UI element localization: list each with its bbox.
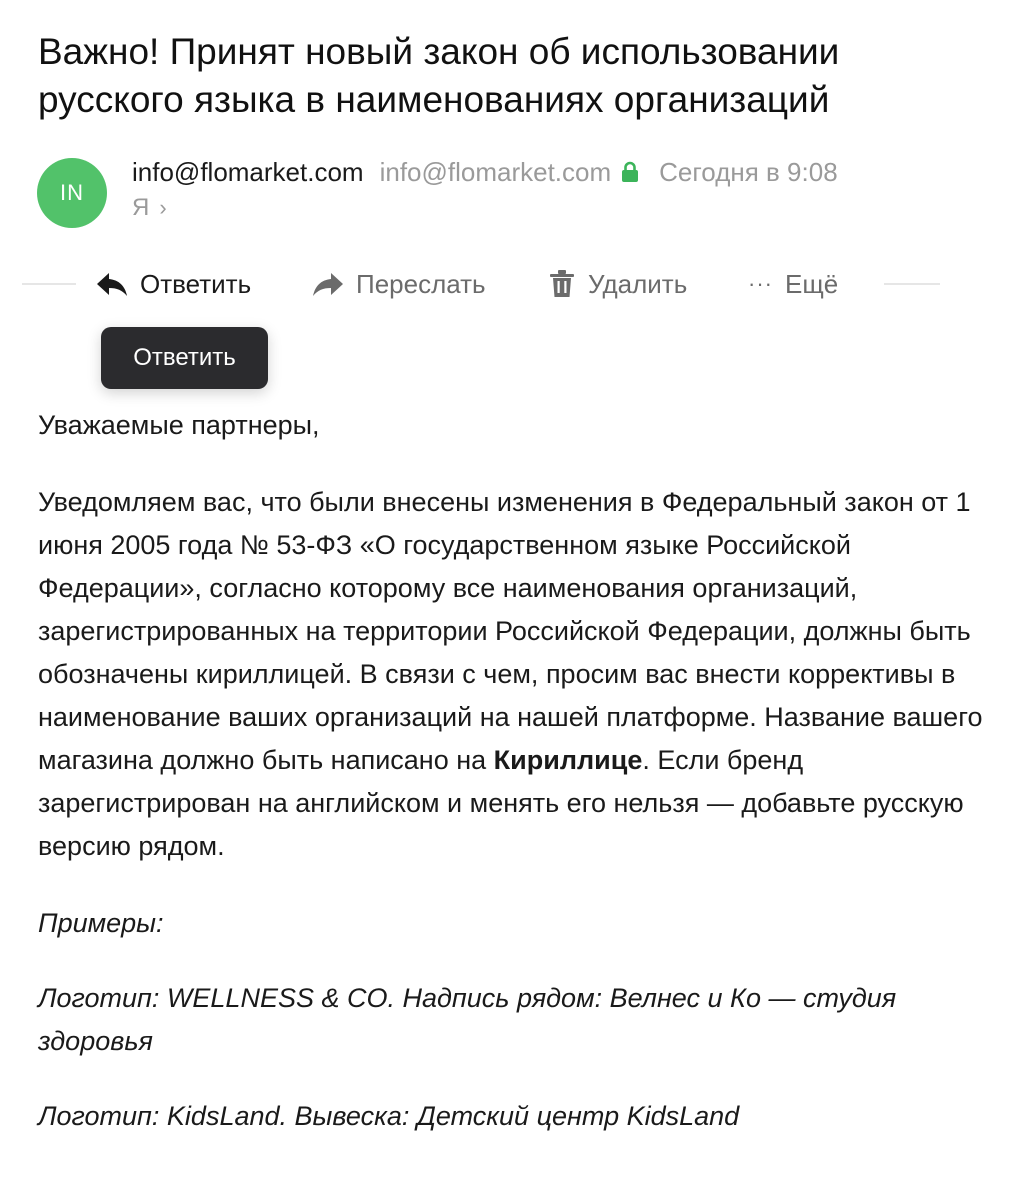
example-item-2: Логотип: KidsLand. Вывеска: Детский центр KidsLand [38, 1101, 740, 1131]
reply-label: Ответить [140, 268, 252, 299]
reply-tooltip [101, 327, 268, 389]
delete-button[interactable] [548, 262, 687, 306]
more-dots-icon: ··· [748, 271, 773, 296]
chevron-right-icon[interactable]: › [159, 195, 167, 220]
tooltip-text: Ответить [133, 344, 236, 371]
reply-icon [96, 271, 128, 297]
forward-icon [312, 271, 344, 297]
sender-email[interactable]: info@flomarket.com [379, 156, 612, 187]
avatar-initials: IN [60, 180, 84, 205]
sender-avatar[interactable] [37, 158, 107, 228]
toolbar-divider-left [22, 283, 76, 285]
paragraph-text-part1: Уведомляем вас, что были внесены изменения в Федеральный закон от 1 июня 2005 года № 53-ФЗ «О государственном языке Российской Федерации», согласно которому все наименования организаций, зарегистрированных на территории Российской Федерации, должны быть обозначены кириллицей. В связи с чем, просим вас внести коррективы в наименование ваших организаций на нашей платформе. Название вашего магазина должно быть написано на [38, 487, 983, 775]
examples-heading: Примеры: [38, 908, 164, 938]
lock-icon [621, 161, 639, 183]
toolbar-divider-right [884, 283, 940, 285]
email-body [38, 404, 988, 1170]
email-greeting: Уважаемые партнеры, [38, 410, 320, 440]
more-label: Ещё [784, 268, 839, 299]
forward-button[interactable] [312, 262, 486, 306]
email-main-paragraph [38, 481, 988, 868]
sent-date: Сегодня в 9:08 [659, 156, 838, 187]
message-toolbar [22, 262, 940, 306]
email-subject: Важно! Принят новый закон об использовании русского языка в наименованиях организаций [38, 31, 840, 120]
sender-name[interactable]: info@flomarket.com [132, 156, 364, 187]
example-item-1: Логотип: WELLNESS & CO. Надпись рядом: Велнес и Ко — студия здоровья [38, 983, 897, 1056]
recipient-line[interactable] [132, 192, 167, 224]
paragraph-bold-text: Кириллице [493, 745, 643, 775]
reply-button[interactable] [96, 262, 251, 306]
delete-label: Удалить [588, 268, 688, 299]
sender-line [132, 154, 838, 190]
trash-icon [548, 269, 576, 299]
recipient-name[interactable]: Я [132, 194, 150, 221]
more-button[interactable] [748, 262, 838, 306]
paragraph-text-part2: . Если бренд зарегистрирован на английском и менять его нельзя — добавьте русскую версию рядом. [38, 745, 964, 861]
forward-label: Переслать [356, 268, 486, 299]
